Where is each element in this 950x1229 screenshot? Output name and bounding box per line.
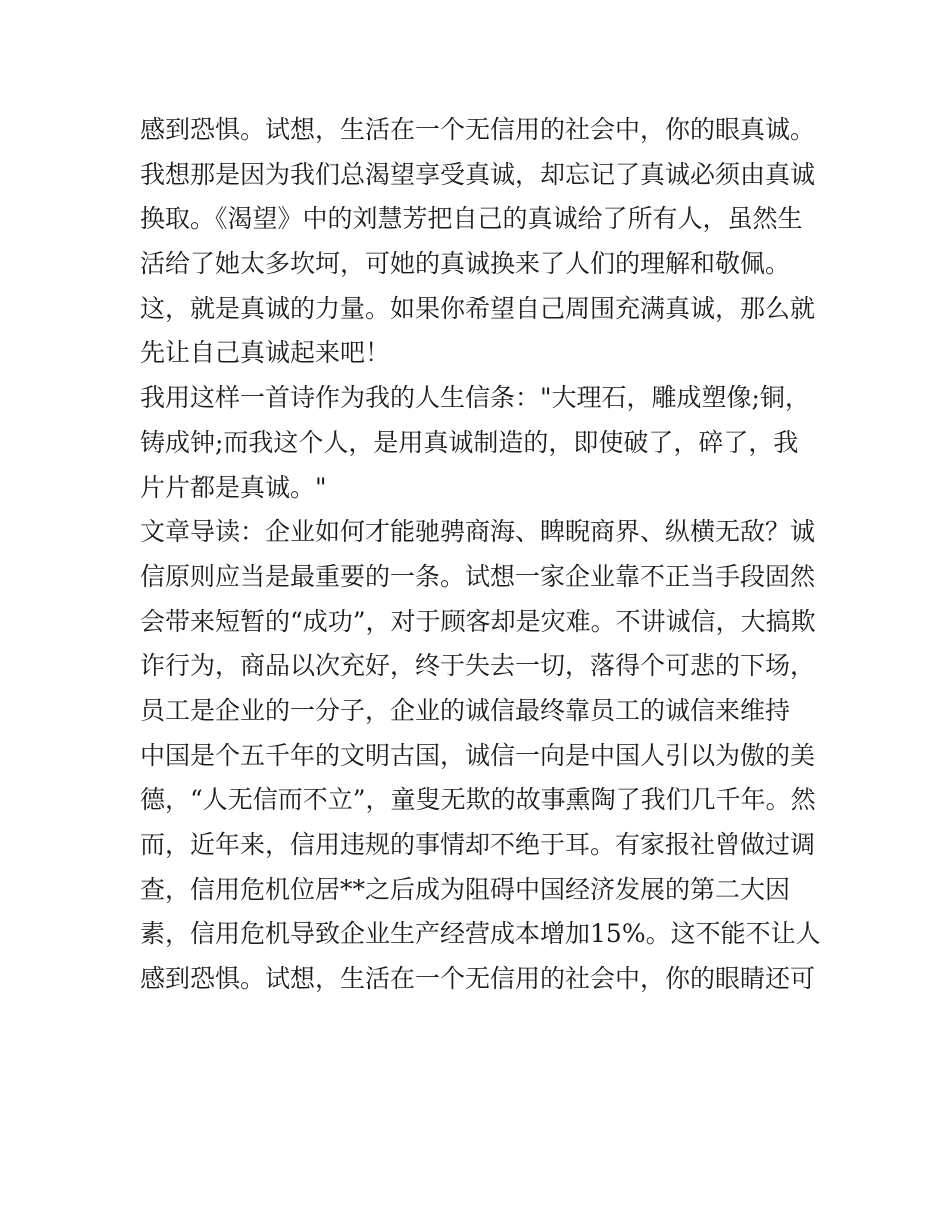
- text-line: 我想那是因为我们总渴望享受真诚，却忘记了真诚必须由真诚: [140, 159, 816, 189]
- text-line: 员工是企业的一分子，企业的诚信最终靠员工的诚信来维持: [140, 695, 791, 725]
- text-line: 素，信用危机导致企业生产经营成本增加15%。这不能不让人: [140, 919, 821, 949]
- body-text: [140, 108, 820, 1002]
- text-line: 这，就是真诚的力量。如果你希望自己周围充满真诚，那么就: [140, 293, 816, 323]
- text-line: 信原则应当是最重要的一条。试想一家企业靠不正当手段固然: [140, 561, 816, 591]
- text-line: 中国是个五千年的文明古国，诚信一向是中国人引以为傲的美: [140, 740, 816, 770]
- text-line: 而，近年来，信用违规的事情却不绝于耳。有家报社曾做过调: [140, 830, 816, 859]
- text-line: 先让自己真诚起来吧！: [140, 338, 391, 368]
- text-line: 感到恐惧。试想，生活在一个无信用的社会中，你的眼真诚。: [140, 115, 816, 144]
- text-line: 铸成钟;而我这个人，是用真诚制造的，即使破了，碎了，我: [140, 427, 799, 457]
- text-line: 我用这样一首诗作为我的人生信条："大理石，雕成塑像;铜，: [140, 383, 810, 413]
- text-line: 活给了她太多坎坷，可她的真诚换来了人们的理解和敬佩。: [140, 249, 791, 279]
- text-line: 查，信用危机位居**之后成为阻碍中国经济发展的第二大因: [140, 874, 791, 904]
- text-line: 文章导读：企业如何才能驰骋商海、睥睨商界、纵横无敌？诚: [140, 517, 816, 547]
- text-line: 换取。《渴望》中的刘慧芳把自己的真诚给了所有人，虽然生: [140, 204, 803, 234]
- text-line: 感到恐惧。试想，生活在一个无信用的社会中，你的眼睛还可: [140, 964, 816, 994]
- text-line: 德，“人无信而不立”，童叟无欺的故事熏陶了我们几千年。然: [140, 785, 816, 815]
- text-line: 会带来短暂的“成功”，对于顾客却是灾难。不讲诚信，大搞欺: [140, 606, 816, 636]
- text-line: 片片都是真诚。": [140, 472, 327, 502]
- text-line: 诈行为，商品以次充好，终于失去一切，落得个可悲的下场，: [140, 651, 816, 681]
